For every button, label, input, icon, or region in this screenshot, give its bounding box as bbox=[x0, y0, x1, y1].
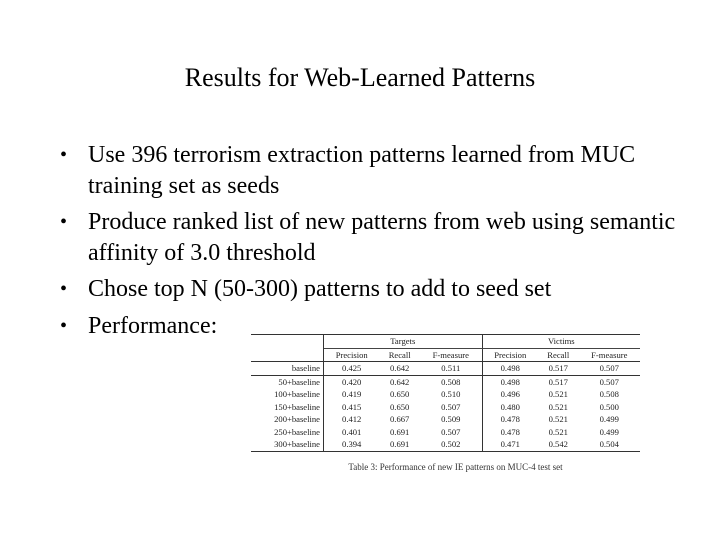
value-cell: 0.642 bbox=[379, 362, 420, 376]
value-cell: 0.521 bbox=[548, 426, 568, 437]
value-cell: 0.542 bbox=[538, 438, 579, 451]
table-row bbox=[251, 362, 640, 376]
value-cell: 0.511 bbox=[420, 362, 482, 376]
table-row bbox=[251, 401, 640, 414]
value-cell: 0.508 bbox=[420, 375, 482, 388]
value-cell: 0.667 bbox=[390, 414, 410, 424]
table-caption bbox=[251, 462, 640, 472]
system-cell: 300+baseline bbox=[251, 438, 324, 451]
table-corner-cell bbox=[251, 335, 324, 349]
value-cell: 0.425 bbox=[324, 362, 380, 376]
value-cell: 0.509 bbox=[420, 413, 482, 426]
value-cell: 0.517 bbox=[538, 362, 579, 376]
table-row bbox=[251, 426, 640, 439]
value-cell: 0.500 bbox=[599, 401, 619, 412]
slide-title: Results for Web-Learned Patterns bbox=[184, 63, 536, 92]
bullet-text: Chose top N (50-300) patterns to add to seed set bbox=[88, 276, 552, 302]
value-cell: 0.650 bbox=[390, 389, 410, 399]
value-cell: 0.499 bbox=[599, 414, 619, 424]
system-cell: baseline bbox=[251, 362, 324, 376]
value-cell: 0.412 bbox=[342, 414, 362, 424]
table-row bbox=[251, 375, 640, 388]
system-cell: 50+baseline bbox=[251, 375, 324, 388]
value-cell: 0.394 bbox=[324, 438, 380, 451]
value-cell: 0.507 bbox=[599, 376, 619, 387]
value-cell: 0.517 bbox=[548, 376, 568, 387]
table-row bbox=[251, 413, 640, 426]
value-cell: 0.508 bbox=[599, 389, 619, 399]
value-cell: 0.496 bbox=[500, 389, 520, 399]
value-cell: 0.507 bbox=[579, 362, 640, 376]
results-table-figure bbox=[251, 334, 641, 472]
value-cell: 0.478 bbox=[500, 426, 520, 437]
table-caption-text: Table 3: Performance of new IE patterns on MUC-4 test set bbox=[348, 461, 563, 472]
system-cell: 200+baseline bbox=[251, 413, 324, 426]
table-row bbox=[251, 438, 640, 451]
bullet-item bbox=[60, 207, 700, 268]
bullet-list bbox=[60, 140, 700, 347]
bullet-icon: • bbox=[60, 211, 68, 233]
group-header-victims: Victims bbox=[482, 335, 640, 349]
bullet-item bbox=[60, 274, 700, 305]
value-cell: 0.521 bbox=[548, 401, 568, 412]
value-cell: 0.691 bbox=[379, 438, 420, 451]
value-cell: 0.642 bbox=[390, 376, 410, 387]
value-cell: 0.507 bbox=[420, 401, 482, 414]
value-cell: 0.502 bbox=[420, 438, 482, 451]
value-cell: 0.498 bbox=[482, 362, 538, 376]
column-header: Precision bbox=[482, 348, 538, 362]
system-cell: 100+baseline bbox=[251, 388, 324, 401]
column-header: Precision bbox=[324, 348, 380, 362]
value-cell: 0.415 bbox=[342, 401, 362, 412]
group-header-targets: Targets bbox=[324, 335, 483, 349]
bullet-text: Produce ranked list of new patterns from web using semantic affinity of 3.0 threshold bbox=[88, 209, 676, 266]
bullet-icon: • bbox=[60, 144, 68, 166]
value-cell: 0.499 bbox=[599, 426, 619, 437]
value-cell: 0.510 bbox=[420, 388, 482, 401]
value-cell: 0.498 bbox=[500, 376, 520, 387]
column-header: F-measure bbox=[579, 348, 640, 362]
table-row bbox=[251, 388, 640, 401]
column-header: Recall bbox=[379, 348, 420, 362]
value-cell: 0.471 bbox=[482, 438, 538, 451]
system-cell: 250+baseline bbox=[251, 426, 324, 439]
bullet-text: Use 396 terrorism extraction patterns learned from MUC training set as seeds bbox=[88, 142, 636, 199]
value-cell: 0.521 bbox=[548, 389, 568, 399]
system-cell: 150+baseline bbox=[251, 401, 324, 414]
value-cell: 0.521 bbox=[548, 414, 568, 424]
value-cell: 0.480 bbox=[500, 401, 520, 412]
value-cell: 0.504 bbox=[579, 438, 640, 451]
results-table bbox=[251, 334, 640, 452]
value-cell: 0.419 bbox=[342, 389, 362, 399]
table-group-header-row bbox=[251, 335, 640, 349]
column-header: F-measure bbox=[420, 348, 482, 362]
bullet-icon: • bbox=[60, 278, 68, 300]
table-corner-cell bbox=[251, 348, 324, 362]
bullet-item bbox=[60, 140, 700, 201]
value-cell: 0.478 bbox=[500, 414, 520, 424]
value-cell: 0.401 bbox=[342, 426, 362, 437]
bullet-icon: • bbox=[60, 314, 68, 337]
bullet-text: Performance: bbox=[88, 312, 218, 339]
value-cell: 0.691 bbox=[390, 426, 410, 437]
value-cell: 0.650 bbox=[390, 401, 410, 412]
value-cell: 0.420 bbox=[342, 376, 362, 387]
table-column-header-row bbox=[251, 348, 640, 362]
value-cell: 0.507 bbox=[420, 426, 482, 439]
column-header: Recall bbox=[538, 348, 579, 362]
